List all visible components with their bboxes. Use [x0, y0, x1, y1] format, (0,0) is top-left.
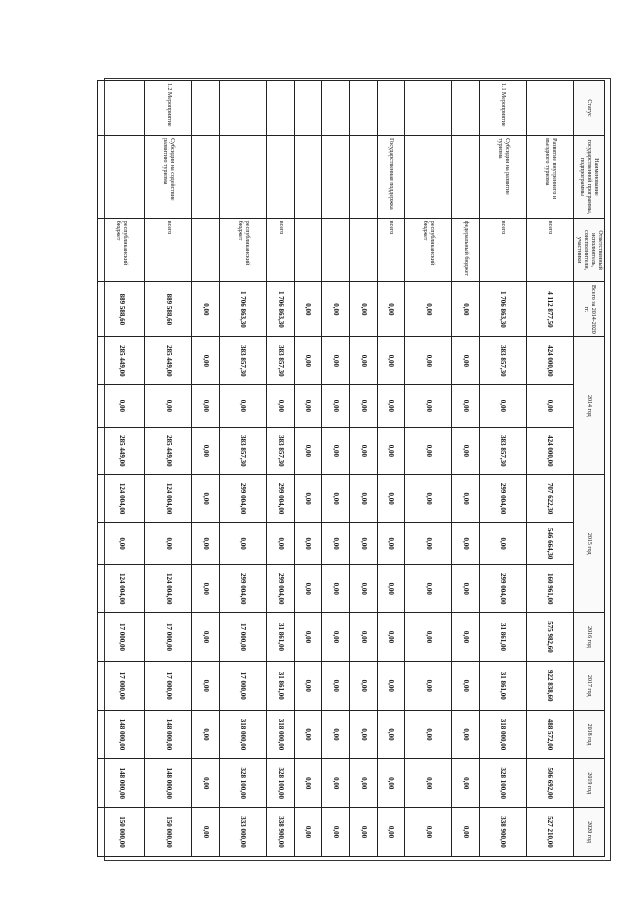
row-value-cell: 0,00 — [405, 613, 452, 662]
row-value-cell: 333 000,00 — [219, 808, 266, 857]
row-value-cell: 0,00 — [377, 661, 405, 710]
row-responsible-cell: федеральный бюджет — [452, 218, 480, 282]
header-row — [574, 81, 605, 857]
row-value-cell: 0,00 — [322, 613, 350, 662]
row-responsible-cell: всего — [266, 218, 294, 282]
row-value-cell: 0,00 — [452, 710, 480, 759]
row-responsible-cell — [322, 218, 350, 282]
header-year-2014: 2014 год — [574, 337, 605, 475]
row-name-cell — [405, 136, 452, 219]
row-value-cell: 0,00 — [405, 661, 452, 710]
row-name-cell: Государственная поддержка — [377, 136, 405, 219]
row-value-cell: 0,00 — [192, 522, 220, 564]
row-status-cell — [266, 81, 294, 136]
header-year-2016: 2016 год — [574, 613, 605, 662]
row-status-cell — [192, 81, 220, 136]
header-year-2019: 2019 год — [574, 759, 605, 808]
row-value-cell: 0,00 — [266, 385, 294, 427]
row-responsible-cell — [294, 218, 322, 282]
row-value-cell: 424 000,00 — [526, 427, 573, 475]
row-responsible-cell — [192, 218, 220, 282]
row-value-cell: 0,00 — [192, 337, 220, 385]
row-value-cell: 0,00 — [349, 710, 377, 759]
row-value-cell: 0,00 — [377, 427, 405, 475]
row-value-cell: 0,00 — [349, 475, 377, 523]
row-value-cell: 0,00 — [405, 710, 452, 759]
row-value-cell: 148 000,00 — [145, 710, 192, 759]
row-name-cell — [322, 136, 350, 219]
row-value-cell: 328 100,00 — [266, 759, 294, 808]
row-value-cell: 0,00 — [452, 337, 480, 385]
row-value-cell: 0,00 — [405, 337, 452, 385]
row-status-cell — [452, 81, 480, 136]
row-value-cell: 1 706 863,30 — [219, 282, 266, 337]
table-row — [377, 81, 405, 857]
row-status-cell: 1.2 Мероприятие — [145, 81, 192, 136]
table-row — [452, 81, 480, 857]
row-value-cell: 546 664,30 — [526, 522, 573, 564]
row-value-cell: 0,00 — [479, 522, 526, 564]
header-year-2020: 2020 год — [574, 808, 605, 857]
row-value-cell: 0,00 — [405, 759, 452, 808]
row-value-cell: 0,00 — [322, 565, 350, 613]
table-row — [145, 81, 192, 857]
row-value-cell: 0,00 — [219, 385, 266, 427]
row-name-cell: Субсидии на содействие развитию туризма — [145, 136, 192, 219]
row-value-cell: 0,00 — [377, 710, 405, 759]
row-value-cell: 318 000,00 — [266, 710, 294, 759]
row-value-cell: 383 857,30 — [266, 427, 294, 475]
row-status-cell: 1.1 Мероприятие — [479, 81, 526, 136]
row-value-cell: 383 857,30 — [479, 427, 526, 475]
row-value-cell: 17 000,00 — [219, 613, 266, 662]
row-value-cell: 0,00 — [98, 385, 145, 427]
row-value-cell: 0,00 — [294, 759, 322, 808]
row-value-cell: 150 000,00 — [98, 808, 145, 857]
row-name-cell — [98, 136, 145, 219]
row-responsible-cell: всего — [377, 218, 405, 282]
row-value-cell: 0,00 — [192, 661, 220, 710]
row-value-cell: 0,00 — [452, 613, 480, 662]
row-value-cell: 285 449,00 — [98, 337, 145, 385]
row-value-cell: 0,00 — [145, 522, 192, 564]
row-value-cell: 383 857,30 — [266, 337, 294, 385]
header-year-2015: 2015 год — [574, 475, 605, 613]
row-value-cell: 318 000,00 — [219, 710, 266, 759]
header-name: Наименование государственной программы, подпрограммы — [574, 136, 605, 219]
row-value-cell: 0,00 — [452, 385, 480, 427]
row-responsible-cell: республиканский бюджет — [98, 218, 145, 282]
row-status-cell — [377, 81, 405, 136]
row-value-cell: 148 000,00 — [98, 710, 145, 759]
row-value-cell: 0,00 — [377, 808, 405, 857]
row-value-cell: 124 004,00 — [145, 475, 192, 523]
row-value-cell: 0,00 — [377, 385, 405, 427]
row-value-cell: 0,00 — [294, 565, 322, 613]
row-value-cell: 0,00 — [349, 808, 377, 857]
row-value-cell: 0,00 — [349, 759, 377, 808]
row-value-cell: 299 004,00 — [266, 565, 294, 613]
row-value-cell: 0,00 — [452, 759, 480, 808]
row-value-cell: 0,00 — [192, 385, 220, 427]
row-status-cell — [405, 81, 452, 136]
row-value-cell: 0,00 — [405, 385, 452, 427]
row-value-cell: 0,00 — [377, 282, 405, 337]
row-value-cell: 285 449,00 — [145, 427, 192, 475]
row-value-cell: 0,00 — [349, 337, 377, 385]
row-value-cell: 0,00 — [322, 710, 350, 759]
row-value-cell: 0,00 — [294, 808, 322, 857]
row-value-cell: 0,00 — [349, 661, 377, 710]
row-value-cell: 0,00 — [294, 385, 322, 427]
table-row — [294, 81, 322, 857]
row-value-cell: 124 004,00 — [145, 565, 192, 613]
row-value-cell: 17 000,00 — [219, 661, 266, 710]
header-year-2018: 2018 год — [574, 710, 605, 759]
row-value-cell: 383 857,30 — [219, 337, 266, 385]
row-value-cell: 31 861,00 — [266, 661, 294, 710]
row-value-cell: 0,00 — [349, 282, 377, 337]
row-value-cell: 338 900,00 — [266, 808, 294, 857]
row-value-cell: 0,00 — [294, 427, 322, 475]
row-value-cell: 0,00 — [349, 385, 377, 427]
header-total: Всего за 2014-2020 гг. — [574, 282, 605, 337]
row-value-cell: 0,00 — [322, 759, 350, 808]
row-name-cell — [294, 136, 322, 219]
row-value-cell: 0,00 — [405, 808, 452, 857]
row-responsible-cell: всего — [145, 218, 192, 282]
row-status-cell — [526, 81, 573, 136]
row-value-cell: 148 000,00 — [98, 759, 145, 808]
row-name-cell: Развитие внутреннего и въездного туризма — [526, 136, 573, 219]
row-value-cell: 0,00 — [192, 710, 220, 759]
row-value-cell: 922 838,60 — [526, 661, 573, 710]
row-value-cell: 0,00 — [349, 427, 377, 475]
row-value-cell: 0,00 — [405, 282, 452, 337]
row-value-cell: 0,00 — [322, 282, 350, 337]
row-value-cell: 527 210,00 — [526, 808, 573, 857]
row-value-cell: 31 861,00 — [479, 661, 526, 710]
row-value-cell: 0,00 — [479, 385, 526, 427]
row-value-cell: 0,00 — [294, 661, 322, 710]
row-value-cell: 328 100,00 — [479, 759, 526, 808]
row-value-cell: 299 004,00 — [479, 475, 526, 523]
row-responsible-cell: республиканский бюджет — [405, 218, 452, 282]
row-name-cell — [266, 136, 294, 219]
table-row — [526, 81, 573, 857]
row-value-cell: 0,00 — [349, 613, 377, 662]
row-value-cell: 0,00 — [294, 613, 322, 662]
table-row — [349, 81, 377, 857]
row-value-cell: 0,00 — [405, 522, 452, 564]
row-value-cell: 383 857,30 — [219, 427, 266, 475]
header-status: Статус — [574, 81, 605, 136]
row-name-cell — [192, 136, 220, 219]
row-value-cell: 0,00 — [294, 337, 322, 385]
row-value-cell: 0,00 — [192, 759, 220, 808]
row-value-cell: 17 000,00 — [145, 613, 192, 662]
resource-table — [97, 80, 605, 857]
row-value-cell: 0,00 — [405, 427, 452, 475]
table-row — [192, 81, 220, 857]
row-value-cell: 338 900,00 — [479, 808, 526, 857]
row-value-cell: 0,00 — [452, 522, 480, 564]
row-value-cell: 0,00 — [192, 282, 220, 337]
row-value-cell: 0,00 — [322, 808, 350, 857]
row-value-cell: 0,00 — [377, 759, 405, 808]
row-value-cell: 328 100,00 — [219, 759, 266, 808]
row-value-cell: 0,00 — [377, 565, 405, 613]
row-value-cell: 0,00 — [377, 522, 405, 564]
row-name-cell — [219, 136, 266, 219]
row-value-cell: 0,00 — [322, 475, 350, 523]
row-value-cell: 0,00 — [98, 522, 145, 564]
row-value-cell: 31 861,00 — [266, 613, 294, 662]
rotated-table-wrapper — [97, 80, 605, 857]
row-value-cell: 0,00 — [377, 613, 405, 662]
row-value-cell: 0,00 — [377, 337, 405, 385]
row-value-cell: 0,00 — [219, 522, 266, 564]
row-value-cell: 889 588,60 — [145, 282, 192, 337]
row-status-cell — [349, 81, 377, 136]
row-name-cell — [452, 136, 480, 219]
row-value-cell: 285 449,00 — [145, 337, 192, 385]
header-year-2017: 2017 год — [574, 661, 605, 710]
table-row — [219, 81, 266, 857]
row-status-cell — [219, 81, 266, 136]
row-value-cell: 0,00 — [322, 427, 350, 475]
row-value-cell: 0,00 — [192, 565, 220, 613]
row-value-cell: 0,00 — [294, 282, 322, 337]
row-value-cell: 17 000,00 — [98, 613, 145, 662]
row-value-cell: 0,00 — [322, 385, 350, 427]
row-value-cell: 0,00 — [526, 385, 573, 427]
row-value-cell: 424 000,00 — [526, 337, 573, 385]
row-value-cell: 160 961,00 — [526, 565, 573, 613]
row-value-cell: 0,00 — [145, 385, 192, 427]
row-name-cell — [349, 136, 377, 219]
row-value-cell: 0,00 — [377, 475, 405, 523]
row-responsible-cell: всего — [479, 218, 526, 282]
row-status-cell — [322, 81, 350, 136]
row-value-cell: 0,00 — [192, 475, 220, 523]
row-status-cell — [98, 81, 145, 136]
row-value-cell: 383 857,30 — [479, 337, 526, 385]
row-value-cell: 0,00 — [266, 522, 294, 564]
row-responsible-cell: всего — [526, 218, 573, 282]
row-value-cell: 148 000,00 — [145, 759, 192, 808]
row-value-cell: 299 004,00 — [479, 565, 526, 613]
row-status-cell — [294, 81, 322, 136]
row-value-cell: 707 622,30 — [526, 475, 573, 523]
row-value-cell: 0,00 — [294, 475, 322, 523]
row-value-cell: 506 692,00 — [526, 759, 573, 808]
row-value-cell: 17 000,00 — [98, 661, 145, 710]
row-value-cell: 0,00 — [322, 661, 350, 710]
table-row — [405, 81, 452, 857]
row-value-cell: 0,00 — [192, 427, 220, 475]
row-value-cell: 0,00 — [452, 427, 480, 475]
row-responsible-cell — [349, 218, 377, 282]
row-value-cell: 575 982,60 — [526, 613, 573, 662]
header-responsible: Ответственный исполнитель, соисполнители, участники — [574, 218, 605, 282]
row-value-cell: 0,00 — [452, 661, 480, 710]
row-value-cell: 0,00 — [349, 565, 377, 613]
row-value-cell: 1 706 863,30 — [479, 282, 526, 337]
row-value-cell: 124 004,00 — [98, 565, 145, 613]
row-name-cell: Субсидии на развитие туризма — [479, 136, 526, 219]
row-value-cell: 17 000,00 — [145, 661, 192, 710]
row-value-cell: 0,00 — [405, 475, 452, 523]
row-value-cell: 31 861,00 — [479, 613, 526, 662]
table-row — [98, 81, 145, 857]
row-value-cell: 0,00 — [349, 522, 377, 564]
row-value-cell: 889 588,60 — [98, 282, 145, 337]
row-value-cell: 299 004,00 — [219, 475, 266, 523]
row-value-cell: 0,00 — [452, 808, 480, 857]
row-value-cell: 0,00 — [452, 565, 480, 613]
row-value-cell: 0,00 — [322, 337, 350, 385]
row-value-cell: 0,00 — [452, 475, 480, 523]
row-value-cell: 0,00 — [452, 282, 480, 337]
row-value-cell: 0,00 — [294, 522, 322, 564]
row-value-cell: 0,00 — [322, 522, 350, 564]
row-value-cell: 4 112 877,50 — [526, 282, 573, 337]
row-value-cell: 318 000,00 — [479, 710, 526, 759]
table-row — [479, 81, 526, 857]
row-value-cell: 0,00 — [405, 565, 452, 613]
row-value-cell: 299 004,00 — [266, 475, 294, 523]
row-responsible-cell: республиканский бюджет — [219, 218, 266, 282]
row-value-cell: 0,00 — [192, 808, 220, 857]
table-row — [266, 81, 294, 857]
row-value-cell: 285 449,00 — [98, 427, 145, 475]
row-value-cell: 0,00 — [192, 613, 220, 662]
row-value-cell: 124 004,00 — [98, 475, 145, 523]
table-row — [322, 81, 350, 857]
row-value-cell: 1 706 863,30 — [266, 282, 294, 337]
row-value-cell: 299 004,00 — [219, 565, 266, 613]
row-value-cell: 150 000,00 — [145, 808, 192, 857]
row-value-cell: 0,00 — [294, 710, 322, 759]
row-value-cell: 488 572,00 — [526, 710, 573, 759]
